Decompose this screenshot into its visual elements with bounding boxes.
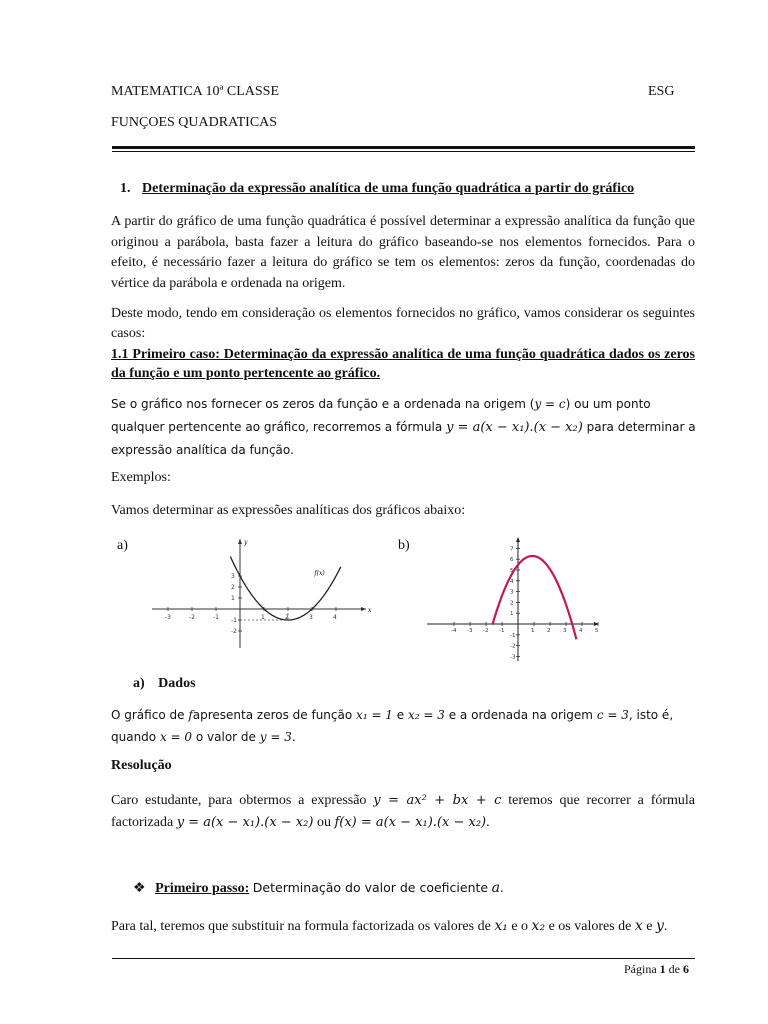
- footer-rule: [112, 958, 695, 959]
- x-tick-label: -4: [451, 628, 457, 634]
- page-number: [624, 962, 689, 977]
- graph-a-label: a): [117, 538, 128, 553]
- parabola-a: [230, 557, 340, 620]
- y-tick-label: 1: [231, 595, 235, 602]
- y-tick-label: -2: [510, 643, 516, 650]
- para-tal-text-4: e: [646, 919, 653, 934]
- formula-paragraph: [111, 393, 701, 462]
- dados-paragraph: [111, 704, 701, 748]
- header-subtitle: FUNÇOES QUADRATICAS: [111, 115, 278, 130]
- first-step-text: Determinação do valor de coeficiente: [252, 880, 489, 895]
- factored-formula-f: f(x) = a(x − x₁).(x − x₂): [334, 815, 487, 830]
- formula-paragraph-text-2: ) ou um ponto qualquer pertencente ao gráfico, recorremos a fórmula: [111, 397, 651, 434]
- para-tal-text-1: Para tal, teremos que substituir na formula factorizada os valores de: [111, 919, 491, 934]
- section-title: [120, 181, 695, 197]
- factored-formula: y = a(x − x₁).(x − x₂): [446, 419, 583, 435]
- formula-paragraph-text-1: Se o gráfico nos fornecer os zeros da função e a ordenada na origem (: [111, 397, 535, 411]
- x-tick-label: 4: [333, 614, 337, 621]
- cases-paragraph: Deste modo, tendo em consideração os elementos fornecidos no gráfico, vamos considerar os seguintes casos:: [111, 306, 695, 341]
- graph-b: [424, 535, 600, 662]
- x-tick-label: -3: [467, 628, 473, 634]
- x-tick-label: -2: [483, 628, 489, 634]
- intro-paragraph: A partir do gráfico de uma função quadrática é possível determinar a expressão analítica da função que originou a parábola, basta fazer a leitura do gráfico baseando-se nos elementos fornecidos. Para o efeito, é necessário fazer a leitura do gráfico se tem os elementos: zeros da função, coordenadas do vértice da parábola e ordenada na origem.: [111, 214, 695, 291]
- x-tick-label: -1: [499, 628, 505, 634]
- substitution-paragraph: [111, 916, 695, 937]
- header-rule-thick: [112, 146, 695, 149]
- dados-text-5: , isto é, quando: [111, 708, 674, 744]
- para-tal-text-5: .: [663, 919, 668, 934]
- examples-label: Exemplos:: [111, 470, 171, 485]
- x-tick-label: 4: [579, 628, 583, 634]
- dados-text-3: e: [396, 708, 405, 722]
- coefficient-a: a: [491, 880, 500, 896]
- x-tick-label: 2: [285, 614, 289, 621]
- x-tick-label: 5: [595, 628, 599, 634]
- y-tick-label: -3: [510, 654, 516, 661]
- section-number: 1.: [120, 181, 131, 196]
- dados-text-1: O gráfico de: [111, 708, 185, 722]
- y-tick-label: -2: [231, 628, 237, 635]
- dados-text-7: .: [291, 730, 296, 744]
- y-tick-label: 1: [510, 611, 514, 618]
- para-tal-text-2: e o: [511, 919, 529, 934]
- y-axis-arrow-icon: [516, 537, 520, 542]
- page-of: de: [668, 962, 680, 976]
- resolution-paragraph: [111, 790, 695, 834]
- caro-text-2: teremos que recorrer a fórmula factorizada: [111, 793, 696, 830]
- caro-text-1: Caro estudante, para obtermos a expressão: [111, 793, 367, 808]
- x-tick-label: -3: [165, 614, 171, 621]
- y-three: y = 3: [259, 730, 292, 744]
- dados-f: f: [188, 708, 193, 722]
- y-tick-label: 6: [510, 557, 514, 564]
- zero-x1: x₁ = 1: [356, 708, 393, 722]
- x-tick-label: 1: [261, 614, 265, 621]
- var-y: y: [656, 918, 664, 934]
- x-tick-label: 3: [563, 628, 567, 634]
- zero-x2: x₂ = 3: [408, 708, 445, 722]
- ordinate-c: c = 3: [596, 708, 629, 722]
- dados-label: a): [133, 676, 145, 691]
- x-zero: x = 0: [159, 730, 193, 744]
- x-tick-label: -1: [213, 614, 219, 621]
- x-tick-label: 1: [531, 628, 535, 634]
- y-tick-label: 3: [231, 573, 235, 580]
- page-total: 6: [683, 962, 689, 976]
- section-heading: Determinação da expressão analítica de uma função quadrática a partir do gráfico: [142, 181, 635, 196]
- var-x: x: [634, 918, 643, 934]
- para-tal-text-3: e os valores de: [548, 919, 632, 934]
- y-tick-label: -1: [510, 632, 516, 639]
- header-rule-thin: [112, 151, 695, 152]
- curve-label-fx: f(x): [314, 569, 325, 577]
- dados-text-4: e a ordenada na origem: [448, 708, 593, 722]
- x-tick-label: 2: [547, 628, 551, 634]
- general-formula: y = ax² + bx + c: [373, 793, 502, 808]
- header-course: MATEMATICA 10ª CLASSE: [111, 84, 279, 99]
- y-tick-label: 7: [510, 546, 514, 553]
- page-current: 1: [659, 962, 666, 976]
- dados-title: Dados: [158, 676, 196, 691]
- y-tick-label: 3: [510, 589, 514, 596]
- x-axis-label: x: [368, 607, 372, 614]
- formula-paragraph-text-3: para determinar a expressão analítica da função.: [111, 419, 696, 457]
- factored-formula-y: y = a(x − x₁).(x − x₂): [176, 815, 314, 830]
- y-tick-label: 5: [510, 568, 514, 574]
- y-tick-label: 2: [231, 584, 235, 591]
- graph-a: [150, 536, 372, 654]
- y-axis-label: y: [244, 539, 248, 546]
- x-tick-label: 3: [309, 614, 313, 621]
- dados-text-6: o valor de: [195, 730, 256, 744]
- first-step-end: .: [499, 881, 504, 896]
- y-tick-label: -1: [231, 617, 237, 624]
- caro-text-4: .: [486, 815, 490, 830]
- first-step: [133, 880, 503, 897]
- x-tick-label: -2: [189, 614, 195, 621]
- ordinate-origin-formula: y = c: [534, 397, 566, 411]
- y-axis-arrow-icon: [238, 539, 242, 544]
- var-x1: x₁: [494, 918, 508, 934]
- subsection-title: 1.1 Primeiro caso: Determinação da expressão analítica de uma função quadrática dados os zeros da função e um ponto pertencente ao gráfico.: [111, 347, 695, 381]
- examples-intro: Vamos determinar as expressões analíticas dos gráficos abaixo:: [111, 503, 466, 518]
- page-label: Página: [624, 962, 657, 976]
- y-tick-label: 4: [510, 578, 514, 585]
- parabola-b: [492, 556, 576, 639]
- first-step-label: Primeiro passo:: [155, 881, 250, 896]
- dados-text-2: apresenta zeros de função: [192, 708, 353, 722]
- var-x2: x₂: [531, 918, 546, 934]
- dados-heading: [133, 676, 196, 692]
- caro-text-3: ou: [316, 815, 331, 830]
- header-school-level: ESG: [648, 84, 675, 99]
- y-tick-label: 2: [510, 600, 514, 607]
- x-axis-arrow-icon: [361, 607, 366, 611]
- graph-b-label: b): [398, 538, 410, 553]
- bullet-icon: ❖: [133, 881, 146, 896]
- resolucao-heading: Resolução: [111, 758, 172, 773]
